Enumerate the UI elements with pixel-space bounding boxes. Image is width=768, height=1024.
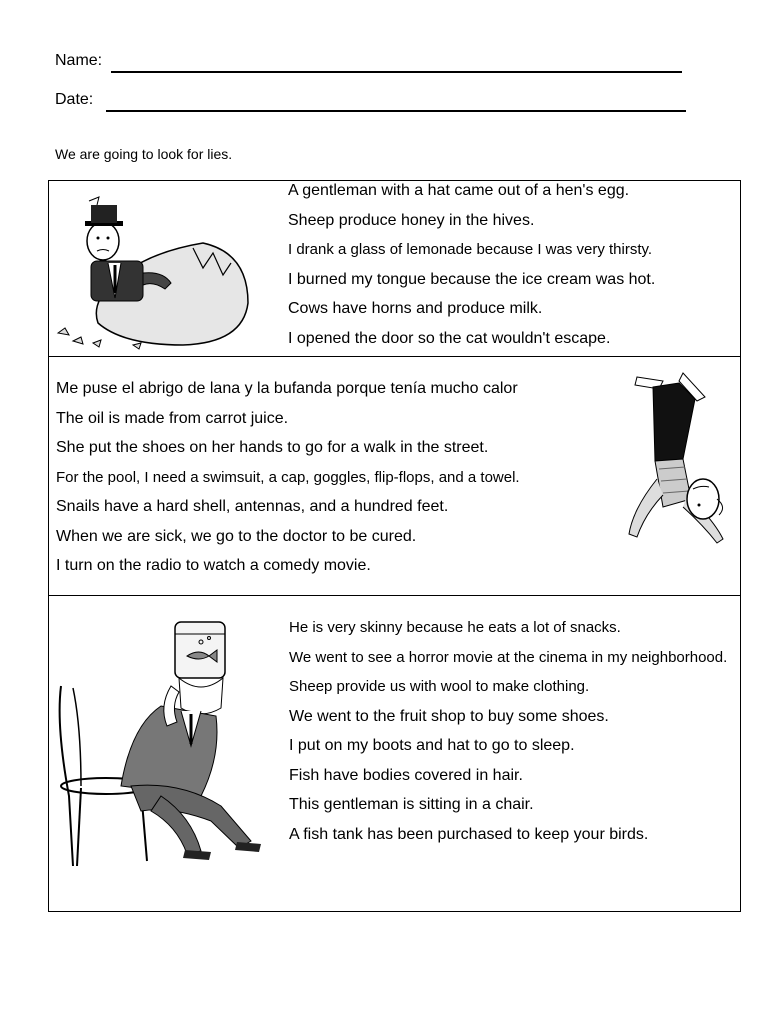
sentence-list-1 [288, 181, 655, 358]
name-field[interactable] [55, 52, 102, 70]
sentence[interactable]: I put on my boots and hat to go to sleep. [289, 737, 575, 754]
sentence[interactable]: He is very skinny because he eats a lot of snacks. [289, 619, 621, 636]
section-1 [48, 180, 741, 357]
sentence[interactable]: I burned my tongue because the ice cream was hot. [288, 270, 656, 288]
sentence[interactable]: We went to the fruit shop to buy some shoes. [289, 707, 609, 725]
sentence[interactable]: Sheep produce honey in the hives. [288, 211, 535, 229]
sentence[interactable]: Fish have bodies covered in hair. [289, 766, 523, 784]
sentence[interactable]: A gentleman with a hat came out of a hen's egg. [288, 182, 630, 199]
headstand-man-illustration [623, 369, 738, 554]
sentence[interactable]: I drank a glass of lemonade because I was very thirsty. [288, 241, 653, 258]
sentence[interactable]: When we are sick, we go to the doctor to be cured. [56, 527, 417, 545]
sentence[interactable]: Sheep provide us with wool to make clothing. [289, 678, 590, 695]
section-2 [48, 356, 741, 596]
man-in-egg-illustration [53, 193, 253, 351]
sentence[interactable]: She put the shoes on her hands to go for a walk in the street. [56, 439, 489, 456]
sentence[interactable]: We went to see a horror movie at the cinema in my neighborhood. [289, 648, 728, 666]
sentence[interactable]: Cows have horns and produce milk. [288, 300, 543, 317]
sentence[interactable]: A fish tank has been purchased to keep your birds. [289, 825, 649, 843]
name-line[interactable] [111, 71, 682, 73]
date-field[interactable] [55, 91, 93, 109]
sentence[interactable]: This gentleman is sitting in a chair. [289, 796, 534, 813]
name-label: Name: [55, 52, 103, 69]
sentence-list-2 [56, 379, 520, 586]
sentence[interactable]: Me puse el abrigo de lana y la bufanda porque tenía mucho calor [56, 380, 518, 397]
instructions: We are going to look for lies. [55, 146, 233, 162]
section-3 [48, 595, 741, 912]
date-label: Date: [55, 91, 94, 108]
sentence-list-3 [289, 618, 727, 854]
fishbowl-man-illustration [51, 616, 271, 868]
sentence[interactable]: For the pool, I need a swimsuit, a cap, goggles, flip-flops, and a towel. [56, 468, 520, 486]
sentence[interactable]: Snails have a hard shell, antennas, and a hundred feet. [56, 498, 449, 515]
date-line[interactable] [106, 110, 686, 112]
sentence[interactable]: The oil is made from carrot juice. [56, 409, 289, 427]
sentence[interactable]: I turn on the radio to watch a comedy movie. [56, 557, 371, 574]
sentence[interactable]: I opened the door so the cat wouldn't escape. [288, 329, 611, 347]
